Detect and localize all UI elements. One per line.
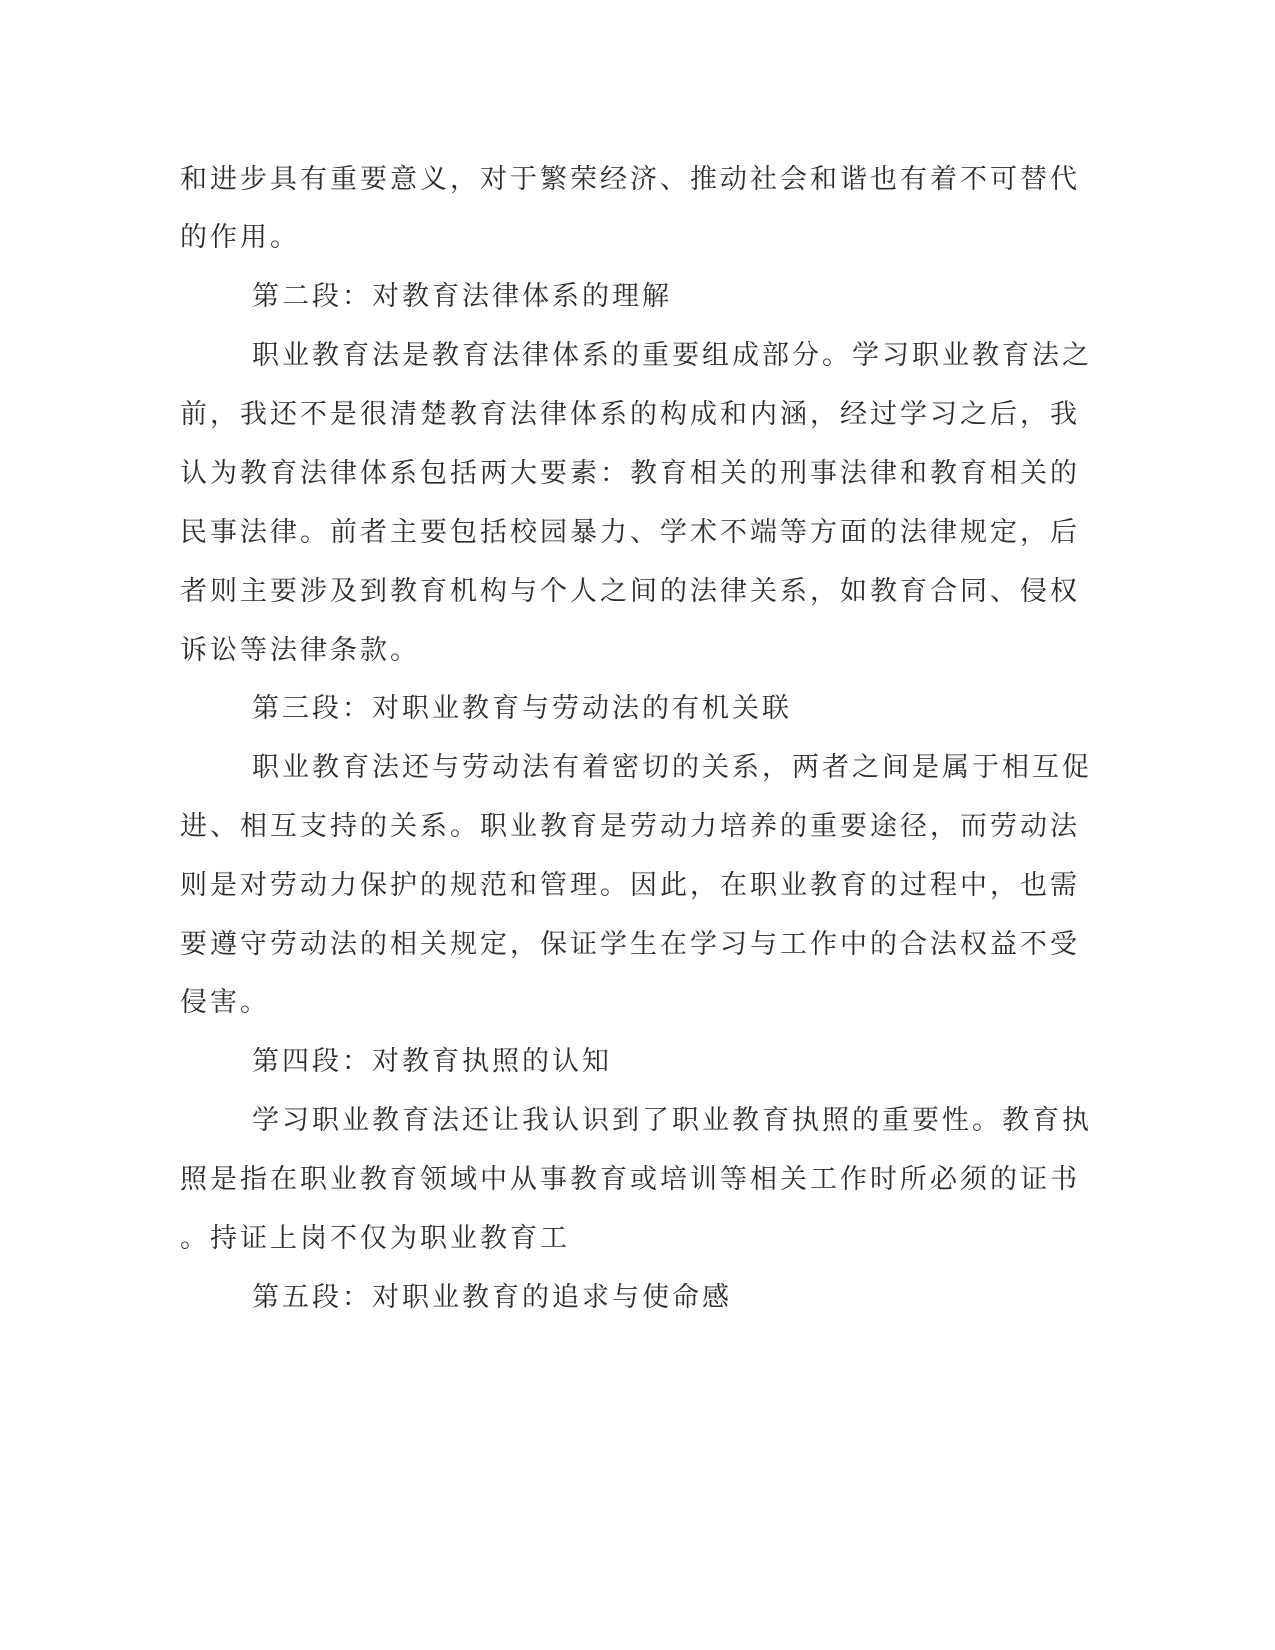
paragraph-line: 的作用。 (180, 222, 300, 253)
paragraph-line: 职业教育法还与劳动法有着密切的关系，两者之间是属于相互促 (252, 752, 1092, 783)
paragraph-line: 照是指在职业教育领域中从事教育或培训等相关工作时所必须的证书 (180, 1164, 1080, 1195)
paragraph-line: 职业教育法是教育法律体系的重要组成部分。学习职业教育法之 (252, 340, 1092, 371)
section-heading: 第二段：对教育法律体系的理解 (252, 281, 672, 312)
paragraph-line: 要遵守劳动法的相关规定，保证学生在学习与工作中的合法权益不受 (180, 929, 1080, 960)
paragraph-line: 者则主要涉及到教育机构与个人之间的法律关系，如教育合同、侵权 (180, 576, 1080, 607)
paragraph-line: 学习职业教育法还让我认识到了职业教育执照的重要性。教育执 (252, 1105, 1092, 1136)
paragraph-line: 认为教育法律体系包括两大要素：教育相关的刑事法律和教育相关的 (180, 458, 1080, 489)
paragraph-line: 前，我还不是很清楚教育法律体系的构成和内涵，经过学习之后，我 (180, 399, 1080, 430)
paragraph-line: 民事法律。前者主要包括校园暴力、学术不端等方面的法律规定，后 (180, 517, 1080, 548)
section-heading: 第四段：对教育执照的认知 (252, 1046, 612, 1077)
paragraph-line: 诉讼等法律条款。 (180, 635, 420, 666)
paragraph-line: 和进步具有重要意义，对于繁荣经济、推动社会和谐也有着不可替代 (180, 164, 1080, 195)
section-heading: 第三段：对职业教育与劳动法的有机关联 (252, 693, 792, 724)
paragraph-line: 。持证上岗不仅为职业教育工 (180, 1223, 570, 1254)
paragraph-line: 进、相互支持的关系。职业教育是劳动力培养的重要途径，而劳动法 (180, 811, 1080, 842)
paragraph-line: 则是对劳动力保护的规范和管理。因此，在职业教育的过程中，也需 (180, 870, 1080, 901)
paragraph-line: 侵害。 (180, 987, 270, 1018)
section-heading: 第五段：对职业教育的追求与使命感 (252, 1282, 732, 1313)
